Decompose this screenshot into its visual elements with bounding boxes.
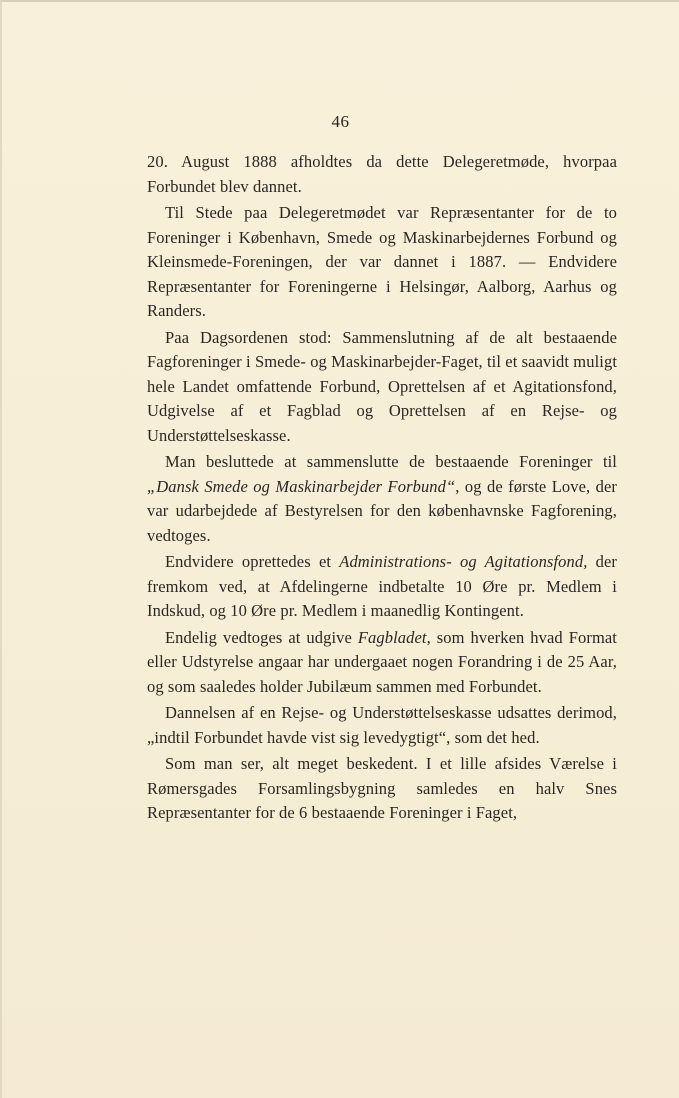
paragraph — [147, 150, 617, 199]
text-segment: Dannelsen af en Rejse- og Understøttelseskasse udsattes derimod, „indtil Forbundet havde vist sig levedygtigt“, som det hed. — [147, 703, 617, 747]
paragraph — [147, 326, 617, 449]
paragraph — [147, 626, 617, 700]
text-segment: Endvidere oprettedes et — [165, 552, 340, 571]
text-segment: Paa Dagsordenen stod: Sammenslutning af de alt bestaaende Fagforeninger i Smede- og Maskinarbejder-Faget, til et saavidt muligt hele Landet omfattende Forbund, Oprettelsen af et Agitationsfond, Udgivelse af et Fagblad og Oprettelsen af en Rejse- og Understøttelseskasse. — [147, 327, 617, 445]
page-number: 46 — [331, 112, 350, 131]
text-segment: Til Stede paa Delegeretmødet var Repræsentanter for de to Foreninger i København, Smede og Maskinarbejdernes Forbund og Kleinsmede-Foreningen, der var dannet i 1887. — Endvidere Repræsentanter for Foreningerne i Helsingør, Aalborg, Aarhus og Randers. — [147, 203, 617, 320]
text-segment: , og de første Love, der var udarbejdede af Bestyrelsen for den københavnske Fagforening, vedtoges. — [147, 476, 618, 545]
italic-title: Fagbladet, — [357, 627, 431, 647]
text-segment: Man besluttede at sammenslutte de bestaaende Foreninger til — [165, 452, 617, 471]
paragraph — [147, 201, 617, 324]
italic-title: Administrations- og Agitationsfond, — [339, 552, 588, 571]
paragraph — [147, 550, 617, 624]
paragraph — [147, 450, 617, 548]
paragraph — [147, 752, 617, 826]
text-segment: 20. August 1888 afholdtes da dette Delegeretmøde, hvorpaa Forbundet blev dannet. — [147, 152, 617, 196]
text-segment: Som man ser, alt meget beskedent. I et lille afsides Værelse i Rømersgades Forsamlingsbygning samledes en halv Snes Repræsentanter for de 6 bestaaende Foreninger i Faget, — [147, 754, 617, 822]
text-segment: Endelig vedtoges at udgive — [165, 627, 358, 647]
paragraph — [147, 701, 617, 750]
text-segment: som hverken hvad Format eller Udstyrelse angaar har undergaaet nogen Forandring i de 25 Aar, og som saaledes holder Jubilæum sammen med Forbundet. — [147, 627, 617, 696]
body-text — [147, 150, 617, 828]
text-segment: der fremkom ved, at Afdelingerne indbetalte 10 Øre pr. Medlem i Indskud, og 10 Øre pr. Medlem i maanedlig Kontingent. — [147, 552, 618, 620]
italic-title: „Dansk Smede og Maskinarbejder Forbund“ — [147, 476, 456, 496]
